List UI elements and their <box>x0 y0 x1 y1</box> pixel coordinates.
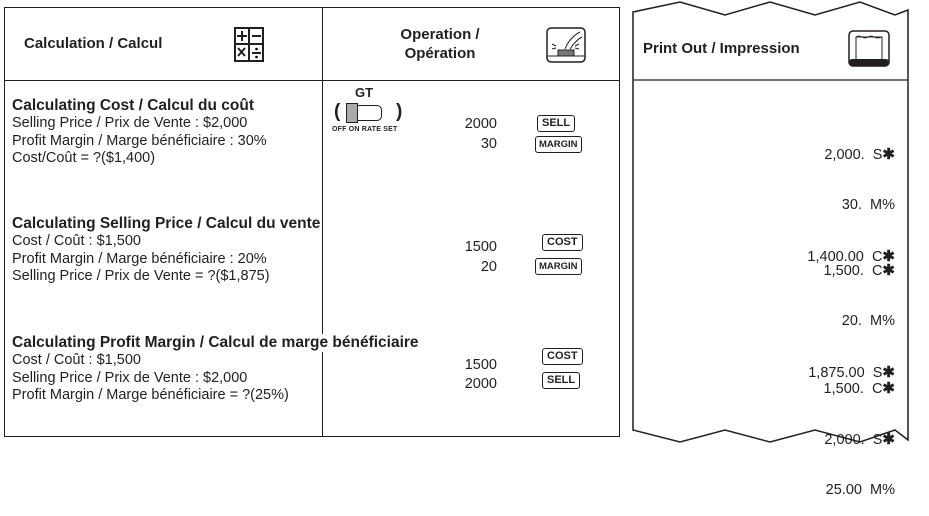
printer-paper-icon <box>848 30 890 67</box>
section-line: Cost/Coût = ?($1,400) <box>12 150 156 166</box>
section-line: Profit Margin / Marge bénéficiaire : 20% <box>12 250 267 267</box>
print-line: 1,500. C✱ <box>823 380 895 397</box>
key-press-icon <box>546 27 586 63</box>
section-line: Selling Price / Prix de Vente = ?($1,875) <box>12 268 270 284</box>
star-icon: ✱ <box>882 380 895 397</box>
switch-knob[interactable] <box>346 103 358 123</box>
section-line: Selling Price / Prix de Vente : $2,000 <box>12 369 248 386</box>
margin-key[interactable]: MARGIN <box>535 136 582 153</box>
star-icon: ✱ <box>882 248 895 265</box>
section-title: Calculating Cost / Calcul du coût <box>12 97 254 114</box>
star-icon: ✱ <box>882 431 895 448</box>
operation-header-line1: Operation / <box>400 26 480 43</box>
op-value: 1500 <box>464 357 497 373</box>
section-title: Calculating Profit Margin / Calcul de marge bénéficiaire <box>12 334 419 351</box>
print-line: 30. M% <box>841 197 895 213</box>
op-value: 1500 <box>464 239 497 255</box>
section-profit-margin <box>12 334 421 405</box>
op-value: 2000 <box>464 376 497 392</box>
header-divider <box>4 80 620 81</box>
calculator-icon <box>234 27 264 62</box>
cost-key[interactable]: COST <box>542 234 583 251</box>
print-line: 1,875.00 S✱ <box>808 364 895 381</box>
gt-label: GT <box>355 85 374 100</box>
printout-header: Print Out / Impression <box>643 40 800 57</box>
section-line: Cost / Coût : $1,500 <box>12 233 141 249</box>
paren-right: ) <box>396 101 403 122</box>
op-value: 30 <box>480 136 497 152</box>
section-line: Cost / Coût : $1,500 <box>12 352 141 368</box>
sell-key[interactable]: SELL <box>537 115 575 132</box>
print-line: 2,000. S✱ <box>824 146 895 163</box>
printout-block <box>824 346 895 516</box>
print-line: 1,500. C✱ <box>823 262 895 279</box>
star-icon: ✱ <box>882 146 895 163</box>
cost-key[interactable]: COST <box>542 348 583 365</box>
sell-key[interactable]: SELL <box>542 372 580 389</box>
margin-key[interactable]: MARGIN <box>535 258 582 275</box>
star-icon: ✱ <box>882 262 895 279</box>
op-value: 20 <box>480 259 497 275</box>
operation-header <box>370 25 510 63</box>
section-line: Selling Price / Prix de Vente : $2,000 <box>12 115 248 131</box>
switch-positions: OFF ON RATE SET <box>332 126 398 133</box>
operation-header-line2: Opération <box>404 45 476 62</box>
print-line: 25.00 M% <box>825 482 895 498</box>
section-line: Profit Margin / Marge bénéficiaire = ?(25%) <box>12 387 289 403</box>
print-line: 20. M% <box>841 313 895 329</box>
section-title: Calculating Selling Price / Calcul du vente <box>12 215 321 232</box>
star-icon: ✱ <box>882 364 895 381</box>
gt-switch[interactable] <box>332 85 444 148</box>
section-line: Profit Margin / Marge bénéficiaire : 30% <box>12 132 267 149</box>
calculation-header: Calculation / Calcul <box>24 35 163 52</box>
section-selling-price <box>12 215 322 286</box>
paren-left: ( <box>334 101 341 122</box>
print-line: 2,000. S✱ <box>824 431 895 448</box>
print-line: 1,400.00 C✱ <box>807 248 895 265</box>
section-cost <box>12 97 269 168</box>
op-value: 2000 <box>464 116 497 132</box>
